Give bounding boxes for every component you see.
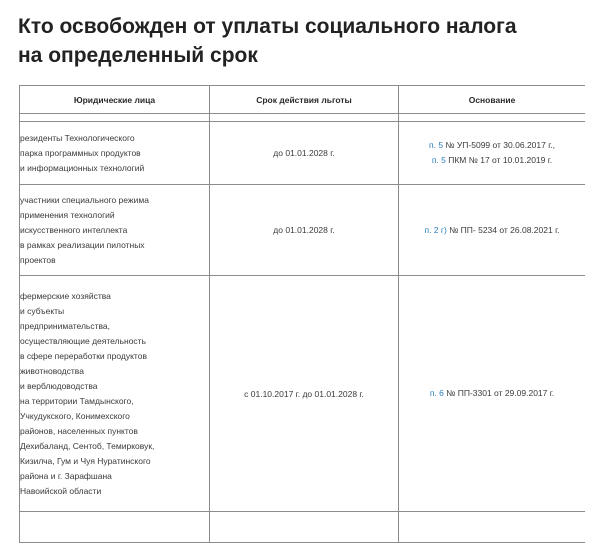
basis-line <box>399 138 585 153</box>
basis-text: № ПП-3301 от 29.09.2017 г. <box>443 388 555 398</box>
basis-line <box>399 223 585 238</box>
entity-cell <box>20 276 210 512</box>
entity-text-line: проектов <box>20 254 56 265</box>
entity-text-line: парка программных продуктов <box>20 147 141 158</box>
basis-link[interactable]: п. 2 г) <box>424 224 447 235</box>
basis-text: № ПП- 5234 от 26.08.2021 г. <box>446 224 560 235</box>
term-cell: до 01.01.2028 г. <box>210 185 399 276</box>
entity-text-line: фермерские хозяйства <box>20 290 111 301</box>
empty-cell <box>210 512 399 543</box>
entity-text-line: в сфере переработки продуктов <box>20 350 147 361</box>
spacer-cell <box>210 114 399 122</box>
basis-text: ПКМ № 17 от 10.01.2019 г. <box>445 155 553 165</box>
basis-line <box>399 153 585 168</box>
benefits-table <box>19 85 585 543</box>
entity-text-line: Кизилча, Гум и Чуя Нуратинского <box>20 455 151 466</box>
entity-text-line: искусственного интеллекта <box>20 224 128 235</box>
entity-text-line: района и г. Зарафшана <box>20 470 112 481</box>
basis-link[interactable]: п. 5 <box>431 155 446 165</box>
entity-text-line: и верблюдоводства <box>20 380 98 391</box>
basis-cell <box>399 122 586 185</box>
column-header-term: Срок действия льготы <box>210 86 399 114</box>
basis-text: № УП-5099 от 30.06.2017 г., <box>443 140 555 150</box>
entity-text-line: резиденты Технологического <box>20 132 135 143</box>
entity-text-line: и информационных технологий <box>20 162 145 173</box>
table-spacer-row <box>20 114 586 122</box>
entity-text-line: Дехибаланд, Сентоб, Темирковук, <box>20 440 155 451</box>
page-title <box>18 12 588 70</box>
table-row <box>20 276 586 512</box>
entity-cell <box>20 185 210 276</box>
entity-text-line: Учкудукского, Конимехского <box>20 410 130 421</box>
basis-link[interactable]: п. 6 <box>429 388 444 398</box>
column-header-basis: Основание <box>399 86 586 114</box>
entity-text-line: животноводства <box>20 365 84 376</box>
entity-cell <box>20 122 210 185</box>
table-row <box>20 185 586 276</box>
table-row <box>20 512 586 543</box>
entity-text-line: осуществляющие деятельность <box>20 335 146 346</box>
basis-line <box>399 386 585 401</box>
basis-link[interactable]: п. 5 <box>429 140 444 150</box>
entity-text-line: районов, населенных пунктов <box>20 425 138 436</box>
page-title-line-1: Кто освобожден от уплаты социального налога <box>18 15 517 38</box>
entity-text-line: применения технологий <box>20 209 115 220</box>
entity-text-line: Навоийской области <box>20 485 102 496</box>
benefits-table-container <box>19 85 585 545</box>
entity-text-line: на территории Тамдынского, <box>20 395 134 406</box>
table-header-row <box>20 86 586 114</box>
spacer-cell <box>20 114 210 122</box>
column-header-entities: Юридические лица <box>20 86 210 114</box>
empty-cell <box>399 512 586 543</box>
spacer-cell <box>399 114 586 122</box>
term-cell: до 01.01.2028 г. <box>210 122 399 185</box>
entity-text-line: в рамках реализации пилотных <box>20 239 145 250</box>
basis-cell <box>399 185 586 276</box>
page-title-line-2: на определенный срок <box>18 44 258 67</box>
term-cell: с 01.10.2017 г. до 01.01.2028 г. <box>210 276 399 512</box>
entity-text-line: участники специального режима <box>20 194 149 205</box>
table-row <box>20 122 586 185</box>
empty-cell <box>20 512 210 543</box>
entity-text-line: и субъекты <box>20 305 65 316</box>
entity-text-line: предпринимательства, <box>20 320 111 331</box>
basis-cell <box>399 276 586 512</box>
